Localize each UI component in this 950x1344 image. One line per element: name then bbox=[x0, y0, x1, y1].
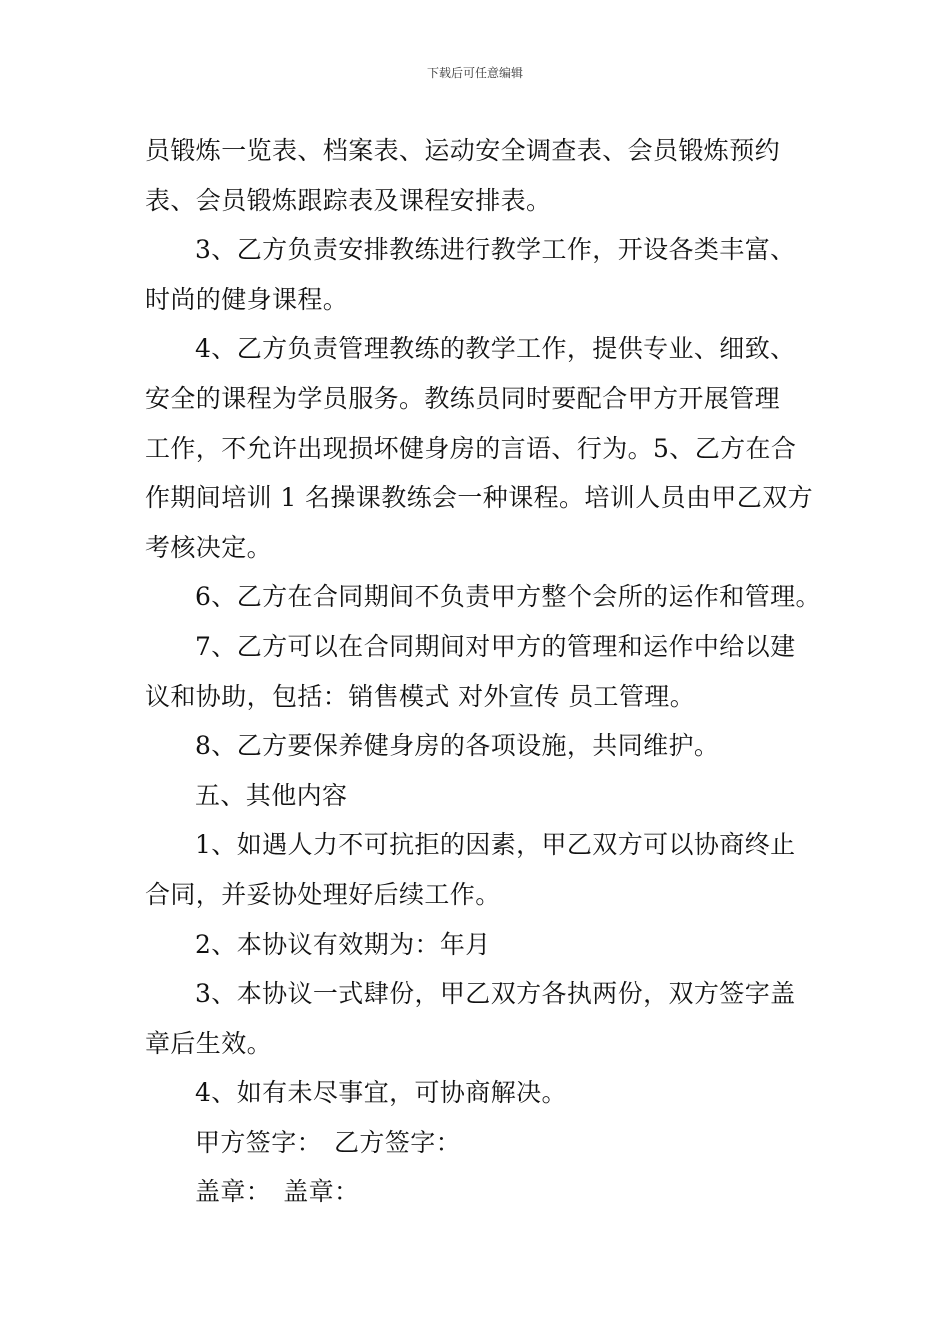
text-line: 议和协助，包括：销售模式 对外宣传 员工管理。 bbox=[145, 681, 696, 711]
text-line: 合同，并妥协处理好后续工作。 bbox=[145, 879, 501, 909]
seal-line bbox=[145, 1167, 825, 1217]
text-line: 7、乙方可以在合同期间对甲方的管理和运作中给以建 bbox=[195, 631, 796, 661]
text-line: 8、乙方要保养健身房的各项设施，共同维护。 bbox=[195, 731, 720, 761]
text-line: 3、乙方负责安排教练进行教学工作，开设各类丰富、 bbox=[195, 235, 796, 265]
party-a-signature-label: 甲方签字： bbox=[195, 1127, 323, 1157]
text-line: 作期间培训 1 名操课教练会一种课程。培训人员由甲乙双方 bbox=[145, 483, 814, 513]
section-heading: 五、其他内容 bbox=[195, 780, 348, 810]
text-line: 工作，不允许出现损坏健身房的言语、行为。5、乙方在合 bbox=[145, 433, 797, 463]
text-line: 2、本协议有效期为：年月 bbox=[195, 929, 491, 959]
page-header: 下载后可任意编辑 bbox=[426, 66, 523, 80]
text-line: 6、乙方在合同期间不负责甲方整个会所的运作和管理。 bbox=[195, 582, 821, 612]
text-line: 表、会员锻炼跟踪表及课程安排表。 bbox=[145, 185, 552, 215]
text-line: 员锻炼一览表、档案表、运动安全调查表、会员锻炼预约 bbox=[145, 136, 781, 165]
text-line: 4、乙方负责管理教练的教学工作，提供专业、细致、 bbox=[195, 334, 796, 364]
text-line: 3、本协议一式肆份，甲乙双方各执两份，双方签字盖 bbox=[195, 979, 796, 1009]
text-line: 考核决定。 bbox=[145, 532, 273, 562]
document-body bbox=[145, 126, 825, 1217]
text-line: 安全的课程为学员服务。教练员同时要配合甲方开展管理 bbox=[145, 383, 781, 413]
party-a-seal-label: 盖章： bbox=[195, 1177, 272, 1207]
text-line: 1、如遇人力不可抗拒的因素，甲乙双方可以协商终止 bbox=[195, 830, 796, 860]
party-b-signature-label: 乙方签字： bbox=[334, 1127, 462, 1157]
signature-line bbox=[145, 1118, 825, 1168]
text-line: 章后生效。 bbox=[145, 1028, 273, 1058]
text-line: 4、如有未尽事宜，可协商解决。 bbox=[195, 1078, 567, 1108]
party-b-seal-label: 盖章： bbox=[283, 1177, 360, 1207]
text-line: 时尚的健身课程。 bbox=[145, 284, 349, 314]
